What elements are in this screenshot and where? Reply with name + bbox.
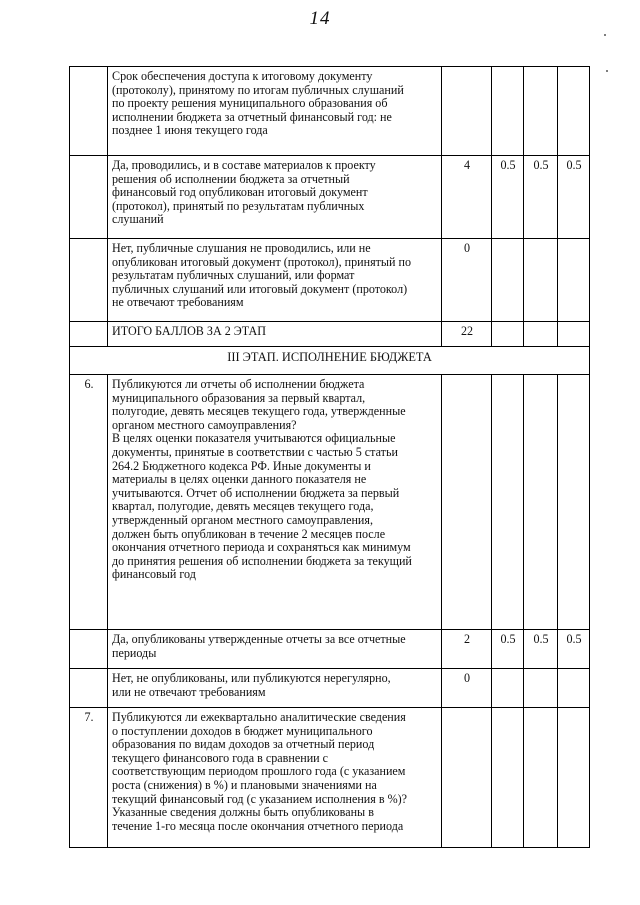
page-number: 14	[309, 8, 331, 29]
description-line: результатам публичных слушаний, или формат	[112, 268, 355, 283]
row-weight-3	[558, 375, 590, 630]
row-score: 0	[442, 239, 492, 322]
row-number	[70, 669, 108, 708]
row-description	[108, 239, 442, 322]
description-line: публичных слушаний или итоговый документ (протокол)	[112, 281, 408, 296]
row-score: 22	[442, 322, 492, 347]
row-weight-3	[558, 669, 590, 708]
row-weight-1	[492, 239, 524, 322]
description-line: или не отвечают требованиям	[112, 684, 266, 699]
row-description	[108, 156, 442, 239]
table-row	[70, 630, 590, 669]
description-line: о поступлении доходов в бюджет муниципального	[112, 723, 373, 738]
row-number: 7.	[70, 708, 108, 848]
description-line: квартал, полугодие, девять месяцев текущего года,	[112, 499, 374, 514]
row-weight-2: 0.5	[524, 156, 558, 239]
row-score: 0	[442, 669, 492, 708]
row-weight-2	[524, 322, 558, 347]
description-line: финансовый год	[112, 567, 196, 582]
description-line: муниципального образования за первый квартал,	[112, 390, 366, 405]
description-line: роста (снижения) в %) и плановыми значениями на	[112, 777, 377, 792]
description-line: Нет, публичные слушания не проводились, или не	[112, 241, 371, 255]
row-weight-3: 0.5	[558, 156, 590, 239]
row-weight-2	[524, 375, 558, 630]
row-score: 2	[442, 630, 492, 669]
row-description	[108, 322, 442, 347]
table-row	[70, 322, 590, 347]
description-line: текущего финансового года в сравнении с	[112, 750, 329, 765]
row-weight-2	[524, 239, 558, 322]
row-weight-3	[558, 708, 590, 848]
row-weight-2	[524, 669, 558, 708]
row-weight-1	[492, 67, 524, 156]
description-line: учитываются. Отчет об исполнении бюджета за первый	[112, 485, 400, 500]
row-description	[108, 708, 442, 848]
description-line: полугодие, девять месяцев текущего года, утвержденные	[112, 404, 406, 419]
criteria-table	[69, 66, 590, 848]
description-line: органом местного самоуправления?	[112, 417, 297, 432]
description-line: финансовый год опубликован итоговый документ	[112, 185, 368, 200]
row-score	[442, 375, 492, 630]
row-score	[442, 708, 492, 848]
row-description	[108, 67, 442, 156]
row-weight-1	[492, 322, 524, 347]
row-weight-2	[524, 708, 558, 848]
row-score	[442, 67, 492, 156]
description-line: Да, проводились, и в составе материалов к проекту	[112, 158, 376, 172]
description-line: Указанные сведения должны быть опубликованы в	[112, 805, 374, 820]
table-row	[70, 375, 590, 630]
description-line: (протокол), принятый по результатам публичных	[112, 198, 365, 213]
description-line: течение 1-го месяца после окончания отчетного периода	[112, 818, 404, 833]
scan-speck	[604, 34, 606, 36]
description-line: ИТОГО БАЛЛОВ ЗА 2 ЭТАП	[112, 324, 267, 338]
description-line: периоды	[112, 645, 157, 660]
description-line: по проекту решения муниципального образования об	[112, 96, 388, 111]
description-line: 264.2 Бюджетного кодекса РФ. Иные документы и	[112, 458, 371, 473]
row-description	[108, 669, 442, 708]
table-row	[70, 708, 590, 848]
row-weight-2	[524, 67, 558, 156]
stage-row	[70, 347, 590, 375]
table-row	[70, 156, 590, 239]
row-number	[70, 67, 108, 156]
description-line: Срок обеспечения доступа к итоговому документу	[112, 69, 373, 83]
table-row	[70, 239, 590, 322]
row-weight-3: 0.5	[558, 630, 590, 669]
description-line: В целях оценки показателя учитываются официальные	[112, 431, 396, 446]
description-line: Публикуются ли ежеквартально аналитические сведения	[112, 710, 406, 724]
description-line: Публикуются ли отчеты об исполнении бюджета	[112, 377, 365, 391]
row-number	[70, 156, 108, 239]
criteria-table-body	[70, 67, 590, 848]
description-line: слушаний	[112, 212, 164, 227]
scan-speck	[606, 70, 608, 72]
description-line: до принятия решения об исполнении бюджета за текущий	[112, 553, 412, 568]
row-weight-3	[558, 239, 590, 322]
row-weight-1	[492, 375, 524, 630]
table-row	[70, 669, 590, 708]
table-row	[70, 67, 590, 156]
description-line: текущий финансовый год (с указанием исполнения в %)?	[112, 791, 408, 806]
description-line: решения об исполнении бюджета за отчетный	[112, 171, 350, 186]
description-line: материалы в целях оценки данного показателя не	[112, 472, 367, 487]
description-line: позднее 1 июня текущего года	[112, 123, 268, 138]
description-line: не отвечают требованиям	[112, 295, 244, 310]
description-line: образования по видам доходов за отчетный период	[112, 737, 375, 752]
description-line: Да, опубликованы утвержденные отчеты за все отчетные	[112, 632, 406, 646]
description-line: (протоколу), принятому по итогам публичных слушаний	[112, 82, 404, 97]
description-line: должен быть опубликован в течение 2 месяцев после	[112, 526, 386, 541]
row-weight-3	[558, 67, 590, 156]
description-line: соответствующим периодом прошлого года (с указанием	[112, 764, 406, 779]
row-number	[70, 322, 108, 347]
row-description	[108, 375, 442, 630]
stage-title: III ЭТАП. ИСПОЛНЕНИЕ БЮДЖЕТА	[70, 347, 590, 375]
row-weight-1: 0.5	[492, 630, 524, 669]
description-line: документы, принятые в соответствии с частью 5 статьи	[112, 444, 398, 459]
description-line: утвержденный органом местного самоуправления,	[112, 512, 373, 527]
row-weight-1: 0.5	[492, 156, 524, 239]
row-number	[70, 239, 108, 322]
row-score: 4	[442, 156, 492, 239]
description-line: Нет, не опубликованы, или публикуются нерегулярно,	[112, 671, 391, 685]
description-line: окончания отчетного периода и сохраняться как минимум	[112, 540, 411, 555]
description-line: исполнении бюджета за отчетный финансовый год: не	[112, 109, 392, 124]
row-weight-1	[492, 669, 524, 708]
row-weight-2: 0.5	[524, 630, 558, 669]
row-number	[70, 630, 108, 669]
row-weight-1	[492, 708, 524, 848]
row-weight-3	[558, 322, 590, 347]
description-line: опубликован итоговый документ (протокол), принятый по	[112, 254, 412, 269]
row-description	[108, 630, 442, 669]
row-number: 6.	[70, 375, 108, 630]
